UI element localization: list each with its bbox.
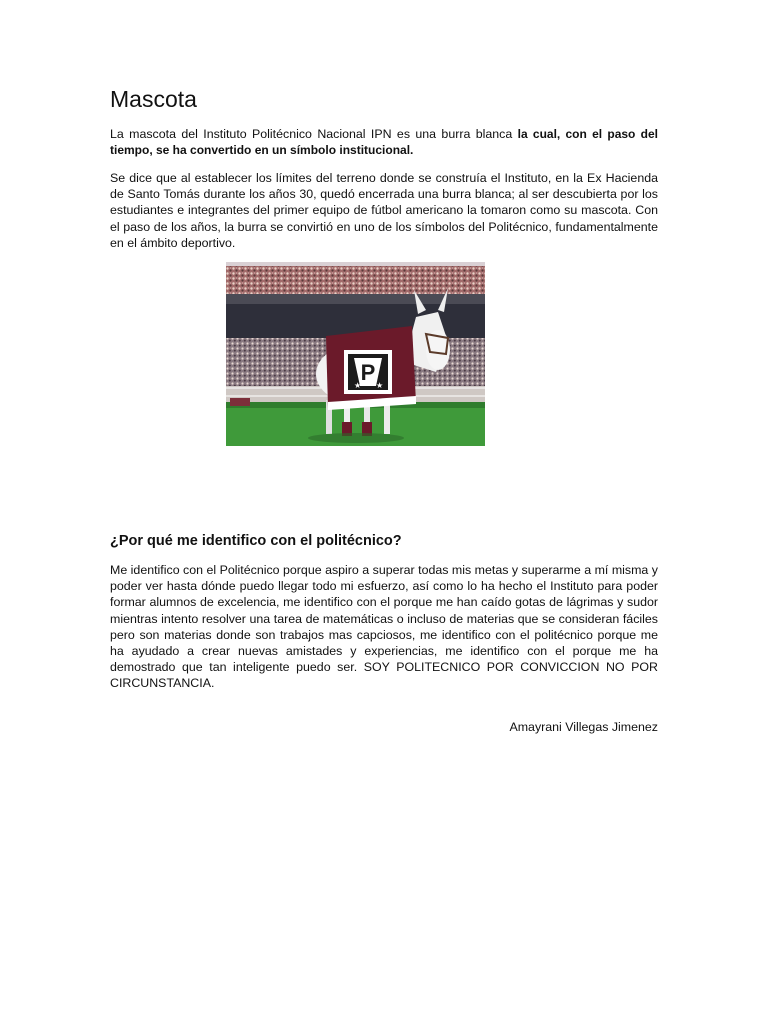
page-title: Mascota <box>110 86 197 112</box>
intro-bold-text: la cual, con el paso del tiempo, se ha convertido en un símbolo institucional. <box>110 127 658 158</box>
svg-text:★: ★ <box>376 381 384 390</box>
svg-text:★: ★ <box>354 381 362 390</box>
identify-paragraph: Me identifico con el Politécnico porque aspiro a superar todas mis metas y superarme a mí misma y poder ver hasta dónde puedo llegar todo mi esfuerzo, así como lo ha hecho el Instituto para poder formar alumnos de excelencia, me identifico con el porque me han caído gotas de lágrimas y sudor mientras intento resolver una tarea de matemáticas o incluso de materias que se consideran fáciles pero son materias donde son trabajos mas capciosos, me identifico con el politécnico porque me ha ayudado a crear nuevas amistades y experiencias, me identifico con el porque me ha demostrado que tan inteligente puedo ser. SOY POLITECNICO POR CONVICCION NO POR CIRCUNSTANCIA. <box>110 563 658 691</box>
intro-regular-text: La mascota del Instituto Politécnico Nacional IPN es una burra blanca <box>110 127 518 141</box>
author-signature: Amayrani Villegas Jimenez <box>509 720 658 734</box>
mascot-photo <box>226 262 485 446</box>
blanket-letter: P <box>360 360 376 385</box>
intro-paragraph <box>110 126 658 158</box>
identify-heading: ¿Por qué me identifico con el politécnico? <box>110 533 402 549</box>
history-paragraph: Se dice que al establecer los límites del terreno donde se construía el Instituto, en la Ex Hacienda de Santo Tomás durante los años 30, quedó encerrada una burra blanca; al ser descubierta por los estudiantes e integrantes del primer equipo de fútbol americano la tomaron como su mascota. Con el paso de los años, la burra se convirtió en uno de los símbolos del Politécnico, fundamentalmente en el ámbito deportivo. <box>110 171 658 250</box>
